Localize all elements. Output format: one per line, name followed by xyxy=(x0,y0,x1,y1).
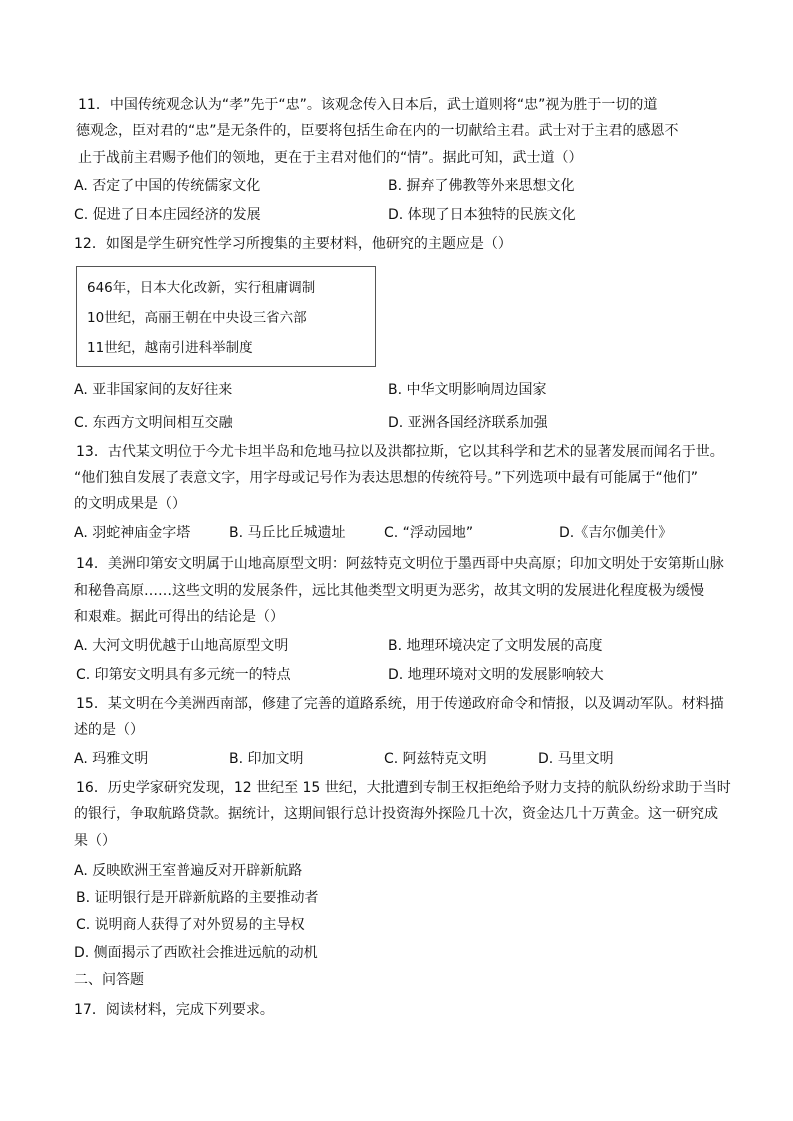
q14-stem-line-3: 和艰难。据此可得出的结论是（） xyxy=(74,609,284,625)
q15-option-a: A. 玛雅文明 xyxy=(74,751,149,767)
q12-material-line-2: 10世纪，高丽王朝在中央设三省六部 xyxy=(87,310,307,326)
q13-option-d: D.《吉尔伽美什》 xyxy=(559,525,673,541)
q17-stem: 17．阅读材料，完成下列要求。 xyxy=(74,1002,274,1018)
q16-stem-line-2: 的银行，争取航路贷款。据统计，这期间银行总计投资海外探险几十次，资金达几十万黄金。这一研究成 xyxy=(74,806,718,822)
q11-option-d: D. 体现了日本独特的民族文化 xyxy=(388,207,576,223)
q14-option-a: A. 大河文明优越于山地高原型文明 xyxy=(74,638,289,654)
q15-stem-line-1: 15．某文明在今美洲西南部，修建了完善的道路系统，用于传递政府命令和情报，以及调动军队。材料描 xyxy=(76,696,724,712)
q12-stem: 12．如图是学生研究性学习所搜集的主要材料，他研究的主题应是（） xyxy=(74,236,512,252)
q16-option-b: B. 证明银行是开辟新航路的主要推动者 xyxy=(76,890,319,906)
q14-option-b: B. 地理环境决定了文明发展的高度 xyxy=(388,638,603,654)
q12-option-d: D. 亚洲各国经济联系加强 xyxy=(388,415,548,431)
q12-material-line-3: 11世纪，越南引进科举制度 xyxy=(87,340,253,356)
q13-option-b: B. 马丘比丘城遗址 xyxy=(229,525,346,541)
q12-option-a: A. 亚非国家间的友好往来 xyxy=(74,382,233,398)
q16-stem-line-3: 果（） xyxy=(74,833,116,849)
q11-option-a: A. 否定了中国的传统儒家文化 xyxy=(74,178,261,194)
q12-option-c: C. 东西方文明间相互交融 xyxy=(74,415,233,431)
q14-stem-line-2: 和秘鲁高原……这些文明的发展条件，远比其他类型文明更为恶劣，故其文明的发展进化程度极为缓慢 xyxy=(74,583,704,599)
q14-option-d: D. 地理环境对文明的发展影响较大 xyxy=(388,667,604,683)
section-heading: 二、问答题 xyxy=(74,972,144,988)
q11-option-b: B. 摒弃了佛教等外来思想文化 xyxy=(388,178,575,194)
q15-option-d: D. 马里文明 xyxy=(538,751,614,767)
q14-stem-line-1: 14．美洲印第安文明属于山地高原型文明：阿兹特克文明位于墨西哥中央高原；印加文明处于安第斯山脉 xyxy=(76,556,724,572)
q13-stem-line-3: 的文明成果是（） xyxy=(74,496,186,512)
q11-stem-line-1: 11．中国传统观念认为“孝”先于“忠”。该观念传入日本后，武士道则将“忠”视为胜于一切的道 xyxy=(78,97,658,113)
q16-option-a: A. 反映欧洲王室普遍反对开辟新航路 xyxy=(74,863,303,879)
q13-stem-line-1: 13．古代某文明位于今尤卡坦半岛和危地马拉以及洪都拉斯，它以其科学和艺术的显著发展而闻名于世。 xyxy=(76,444,724,460)
q13-stem-line-2: “他们独自发展了表意文字，用字母或记号作为表达思想的传统符号。”下列选项中最有可能属于“他们” xyxy=(74,470,699,486)
q11-stem-line-2: 德观念，臣对君的“忠”是无条件的，臣要将包括生命在内的一切献给主君。武士对于主君的感恩不 xyxy=(76,123,679,139)
q16-stem-line-1: 16．历史学家研究发现，12 世纪至 15 世纪，大批遭到专制王权拒绝给予财力支持的航队纷纷求助于当时 xyxy=(76,780,731,796)
q12-material-box xyxy=(76,266,376,367)
q16-option-c: C. 说明商人获得了对外贸易的主导权 xyxy=(76,917,305,933)
q13-option-c: C. “浮动园地” xyxy=(384,525,474,541)
q13-option-a: A. 羽蛇神庙金字塔 xyxy=(74,525,191,541)
q12-material-line-1: 646年，日本大化改新，实行租庸调制 xyxy=(87,280,316,296)
q15-option-b: B. 印加文明 xyxy=(229,751,304,767)
q15-option-c: C. 阿兹特克文明 xyxy=(384,751,487,767)
q11-option-c: C. 促进了日本庄园经济的发展 xyxy=(74,207,261,223)
q14-option-c: C. 印第安文明具有多元统一的特点 xyxy=(76,667,291,683)
q12-option-b: B. 中华文明影响周边国家 xyxy=(388,382,547,398)
q11-stem-line-3: 止于战前主君赐予他们的领地，更在于主君对他们的“情”。据此可知，武士道（） xyxy=(78,150,583,166)
q16-option-d: D. 侧面揭示了西欧社会推进远航的动机 xyxy=(74,945,318,961)
q15-stem-line-2: 述的是（） xyxy=(74,722,144,738)
